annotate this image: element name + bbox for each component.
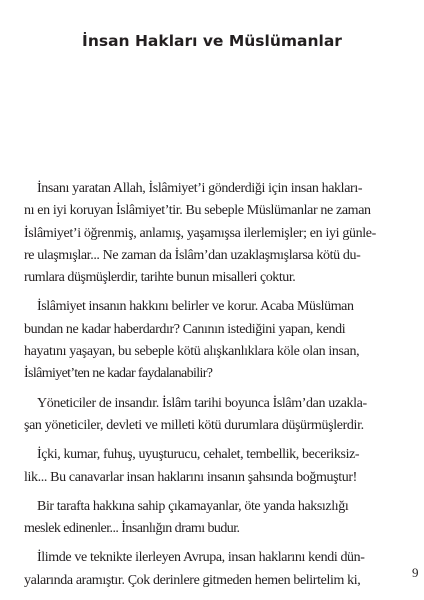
paragraph-3 (24, 393, 424, 438)
text-line: yalarında aramıştır. Çok derinlere gitmeden hemen belirtelim ki, (24, 572, 361, 588)
paragraph-4 (24, 444, 424, 489)
paragraph-6 (24, 547, 424, 592)
body-text (24, 178, 424, 599)
text-line: hayatını yaşayan, bu sebeple kötü alışkanlıklara köle olan insan, (24, 344, 360, 360)
paragraph-5 (24, 496, 424, 541)
text-line: Yöneticiler de insandır. İslâm tarihi boyunca İslâm’dan uzakla- (37, 395, 367, 411)
text-line: Bir tarafta hakkına sahip çıkamayanlar, öte yanda haksızlığı (37, 498, 349, 514)
text-line: re ulaşmışlar... Ne zaman da İslâm’dan uzaklaşmışlarsa kötü du- (24, 247, 361, 263)
page-title: İnsan Hakları ve Müslümanlar (82, 32, 342, 50)
text-line: meslek edinenler... İnsanlığın dramı budur. (24, 521, 240, 537)
text-line: şan yöneticiler, devleti ve milleti kötü durumlara düşürmüşlerdir. (24, 417, 364, 433)
paragraph-1 (24, 178, 424, 289)
paragraph-2 (24, 296, 424, 385)
text-line: lik... Bu canavarlar insan haklarını insanın şahsında boğmuştur! (24, 469, 357, 485)
text-line: bundan ne kadar haberdardır? Canının istediğini yapan, kendi (24, 321, 346, 337)
text-line: İslâmiyet’ten ne kadar faydalanabilir? (24, 366, 213, 382)
text-line: İnsanı yaratan Allah, İslâmiyet’i gönderdiği için insan hakları- (37, 181, 363, 196)
text-line: İslâmiyet’i öğrenmiş, anlamış, yaşamışsa ilerlemişler; en iyi günle- (24, 225, 376, 241)
page-number: 9 (412, 565, 419, 580)
text-line: İçki, kumar, fuhuş, uyuşturucu, cehalet, tembellik, beceriksiz- (37, 447, 360, 463)
text-line: nı en iyi koruyan İslâmiyet’tir. Bu sebeple Müslümanlar ne zaman (24, 203, 371, 219)
text-line: İslâmiyet insanın hakkını belirler ve korur. Acaba Müslüman (37, 299, 354, 315)
text-line: İlimde ve teknikte ilerleyen Avrupa, insan haklarını kendi dün- (37, 550, 365, 566)
text-line: rumlara düşmüşlerdir, tarihte bunun misalleri çoktur. (24, 270, 296, 286)
